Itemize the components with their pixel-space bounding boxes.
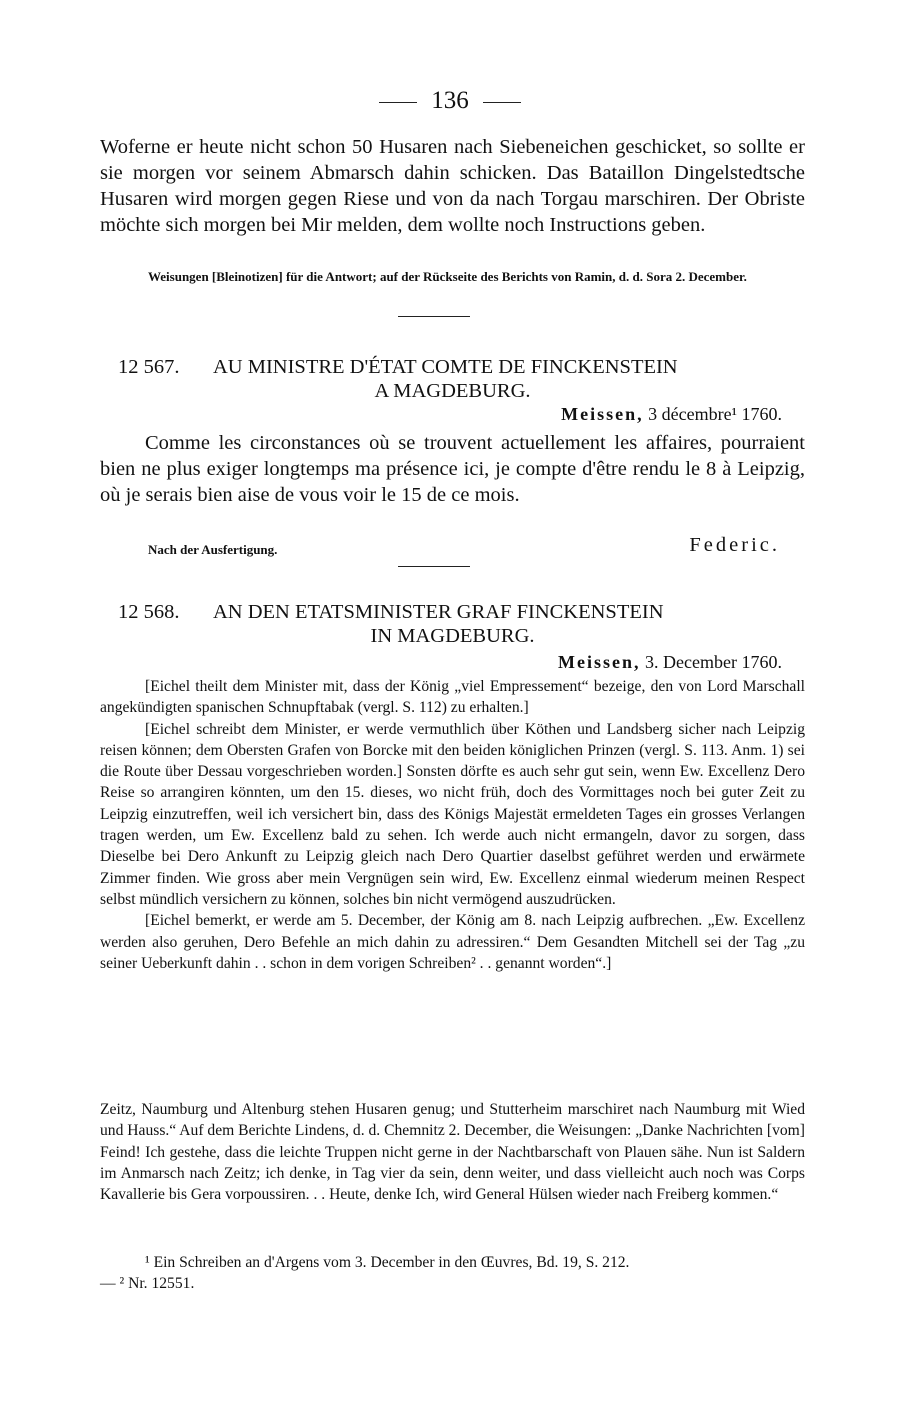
letter-12568-body (100, 676, 805, 974)
footer-commentary (100, 1099, 805, 1205)
letter-12567-signature: Federic. (689, 534, 780, 556)
page-header (0, 86, 900, 116)
dateline-date: 3 décembre¹ 1760. (648, 404, 782, 424)
letter-number: 12 568. (118, 601, 180, 623)
footnote: ¹ Ein Schreiben an d'Argens vom 3. December in den Œuvres, Bd. 19, S. 212. (145, 1254, 630, 1271)
footer-paragraph: Zeitz, Naumburg und Altenburg stehen Husaren genug; und Stutterheim marschiret nach Naumburg mit Wied und Hauss.“ Auf dem Berichte Lindens, d. d. Chemnitz 2. December, die Weisungen: „Danke Nachrichten [vom] Feind! Ich gestehe, dass die leichte Truppen nicht gerne in der Nachtbarschaft von Plauen sähe. Nun ist Saldern im Anmarsch nach Zeitz; ich denke, in Tag vier da sein, denn weiter, und dass vielleicht auch noch was Corps Kavallerie bis Gera vorpoussiren. . . Heute, denke Ich, wird General Hülsen wieder nach Freiberg kommen.“ (100, 1101, 805, 1204)
prior-letter-paragraph: Woferne er heute nicht schon 50 Husaren nach Siebeneichen geschicket, so sollte er sie morgen vor seinem Abmarsch dahin schicken. Das Bataillon Dingelstedtsche Husaren wird morgen gegen Riese und von da nach Torgau marschiren. Der Obriste möchte sich morgen bei Mir melden, dem wollte noch Instructions geben. (100, 136, 805, 236)
section-divider (398, 316, 470, 317)
letter-12567-dateline (561, 403, 782, 425)
prior-letter-source-note: Weisungen [Bleinotizen] für die Antwort; auf der Rückseite des Berichts von Ramin, d. d. Sora 2. December. (148, 269, 747, 284)
letter-12567-source-note: Nach der Ausfertigung. (148, 542, 278, 557)
letter-12567-body (100, 430, 805, 508)
dateline-place: Meissen, (561, 404, 644, 424)
letter-paragraph: [Eichel bemerkt, er werde am 5. December, der König am 8. nach Leipzig aufbrechen. „Ew. Excellenz werden also geruhen, Dero Befehle an mich dahin zu adressiren.“ Dem Gesandten Mitchell sei der Tag „zu seiner Ueberkunft dahin . . schon in dem vorigen Schreiben² . . genannt worden“.] (100, 912, 805, 972)
header-dash-left (379, 102, 417, 103)
letter-paragraph: Comme les circonstances où se trouvent actuellement les affaires, pourraient bien ne plus exiger longtemps ma présence ici, je compte d'être rendu le 8 à Leipzig, où je serais bien aise de vous voir le 15 de ce mois. (100, 432, 805, 506)
letter-paragraph: [Eichel schreibt dem Minister, er werde vermuthlich über Köthen und Landsberg sicher nach Leipzig reisen können; dem Obersten Grafen von Borcke mit den beiden königlichen Prinzen (vergl. S. 113. Anm. 1) sei die Route über Dessau vorgeschrieben worden.] Sonsten dörfte es auch sehr gut sein, wenn Ew. Excellenz Dero Reise so arrangiren könnten, um den 15. dieses, wo nicht früh, doch des Vormittages noch bei guter Zeit zu Leipzig einzutreffen, weil ich versichert bin, dass des Königs Majestät ermeldeten Tages ein grosses Verlangen tragen werden, um Ew. Excellenz bald zu sehen. Ich werde auch nicht ermangeln, davor zu sorgen, dass Dieselbe bei Dero Ankunft zu Leipzig gleich nach Dero Quartier daselbst geführet werden und erwärmete Zimmer finden. Wie gross aber mein Vergnügen sein wird, Ew. Excellenz einmal wiederum meinen Respect selbst mündlich versichern zu können, solches bin nicht vermögend auszudrücken. (100, 720, 805, 908)
dateline-place: Meissen, (558, 652, 641, 672)
section-divider (398, 566, 470, 567)
footnote: — ² Nr. 12551. (100, 1275, 195, 1292)
letter-title-line-1: AU MINISTRE D'ÉTAT COMTE DE FINCKENSTEIN (213, 356, 678, 378)
dateline-date: 3. December 1760. (645, 652, 782, 672)
letter-paragraph: [Eichel theilt dem Minister mit, dass der König „viel Empressement“ bezeige, den von Lord Marschall angekündigten spanischen Schnupftabak (vergl. S. 112) zu erhalten.] (100, 678, 805, 717)
letter-title-line-2: IN MAGDEBURG. (370, 625, 535, 647)
letter-title-line-1: AN DEN ETATSMINISTER GRAF FINCKENSTEIN (213, 601, 664, 623)
header-dash-right (483, 102, 521, 103)
letter-title-line-2: A MAGDEBURG. (374, 380, 531, 402)
letter-12568-dateline (558, 651, 782, 673)
prior-letter-body (100, 134, 805, 238)
page-number: 136 (431, 87, 469, 114)
letter-number: 12 567. (118, 356, 180, 378)
footnotes (100, 1252, 805, 1294)
